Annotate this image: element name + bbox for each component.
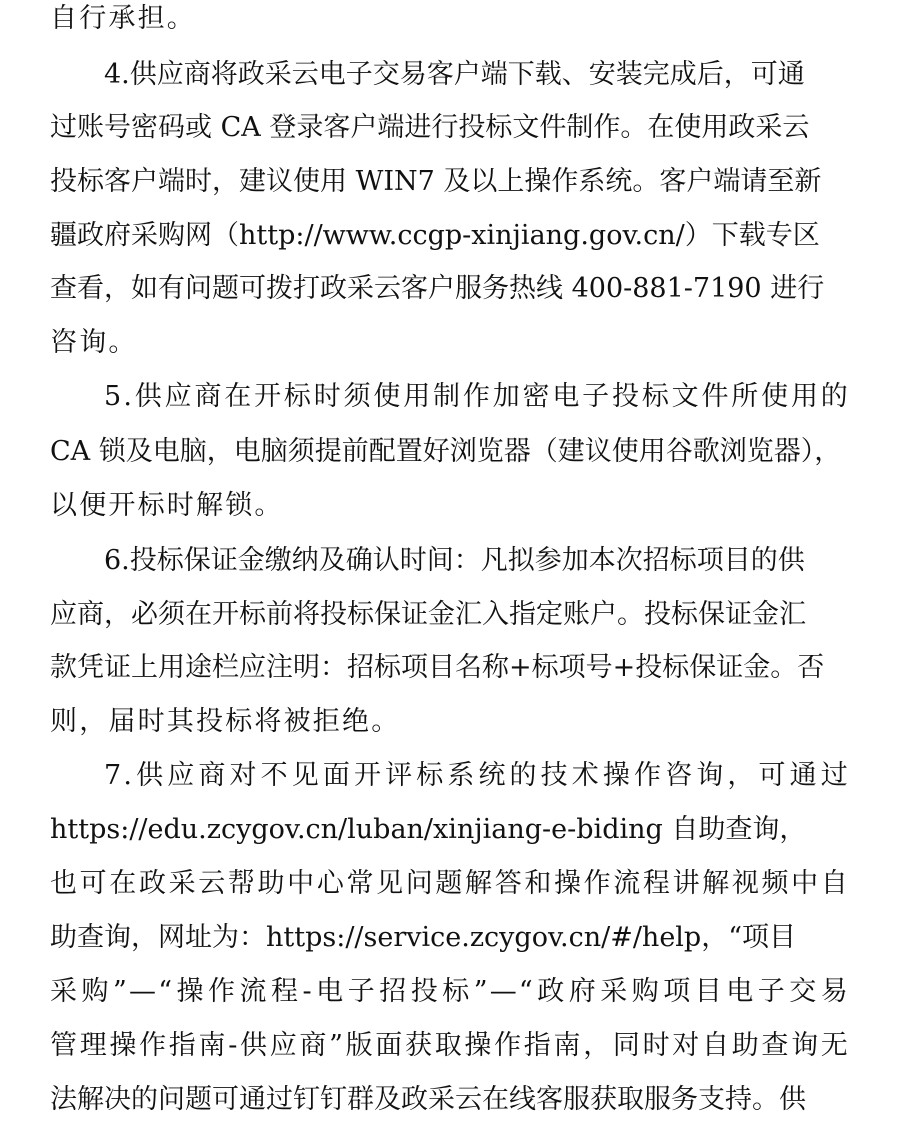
- item-7-line-1: 7.供应商对不见面开评标系统的技术操作咨询，可通过: [104, 760, 850, 791]
- item-7-line-6: 管理操作指南-供应商”版面获取操作指南，同时对自助查询无: [50, 1030, 850, 1061]
- item-6-line-1: 6.投标保证金缴纳及确认时间：凡拟参加本次招标项目的供: [104, 545, 805, 576]
- item-6-line-3: 款凭证上用途栏应注明：招标项目名称+标项号+投标保证金。否: [50, 652, 825, 683]
- item-6-line-4: 则，届时其投标将被拒绝。: [50, 706, 401, 737]
- item-7-line-5: 采购”—“操作流程-电子招投标”—“政府采购项目电子交易: [50, 976, 850, 1007]
- item-4-line-3: 投标客户端时，建议使用 WIN7 及以上操作系统。客户端请至新: [50, 166, 822, 197]
- item-7-line-7: 法解决的问题可通过钉钉群及政采云在线客服获取服务支持。供: [50, 1084, 806, 1115]
- item-4-line-4: 疆政府采购网（http://www.ccgp-xinjiang.gov.cn/）下载专区: [50, 220, 820, 251]
- item-5-line-3: 以便开标时解锁。: [50, 490, 284, 521]
- item-7-line-3: 也可在政采云帮助中心常见问题解答和操作流程讲解视频中自: [50, 868, 850, 899]
- item-4-line-5: 查看，如有问题可拨打政采云客户服务热线 400-881-7190 进行: [50, 273, 825, 304]
- item-4-line-1: 4.供应商将政采云电子交易客户端下载、安装完成后，可通: [104, 59, 805, 90]
- item-6-line-2: 应商，必须在开标前将投标保证金汇入指定账户。投标保证金汇: [50, 599, 806, 630]
- item-4-line-6: 咨询。: [50, 327, 138, 358]
- item-7-line-4: 助查询，网址为：https://service.zcygov.cn/#/help，“项目: [50, 922, 797, 953]
- item-4-line-2: 过账号密码或 CA 登录客户端进行投标文件制作。在使用政采云: [50, 112, 810, 143]
- item-5-line-1: 5.供应商在开标时须使用制作加密电子投标文件所使用的: [104, 381, 850, 412]
- item-7-line-2: https://edu.zcygov.cn/luban/xinjiang-e-biding 自助查询，: [50, 814, 807, 845]
- item-5-line-2: CA 锁及电脑，电脑须提前配置好浏览器（建议使用谷歌浏览器），: [50, 436, 842, 467]
- text-line-1: 自行承担。: [50, 3, 196, 34]
